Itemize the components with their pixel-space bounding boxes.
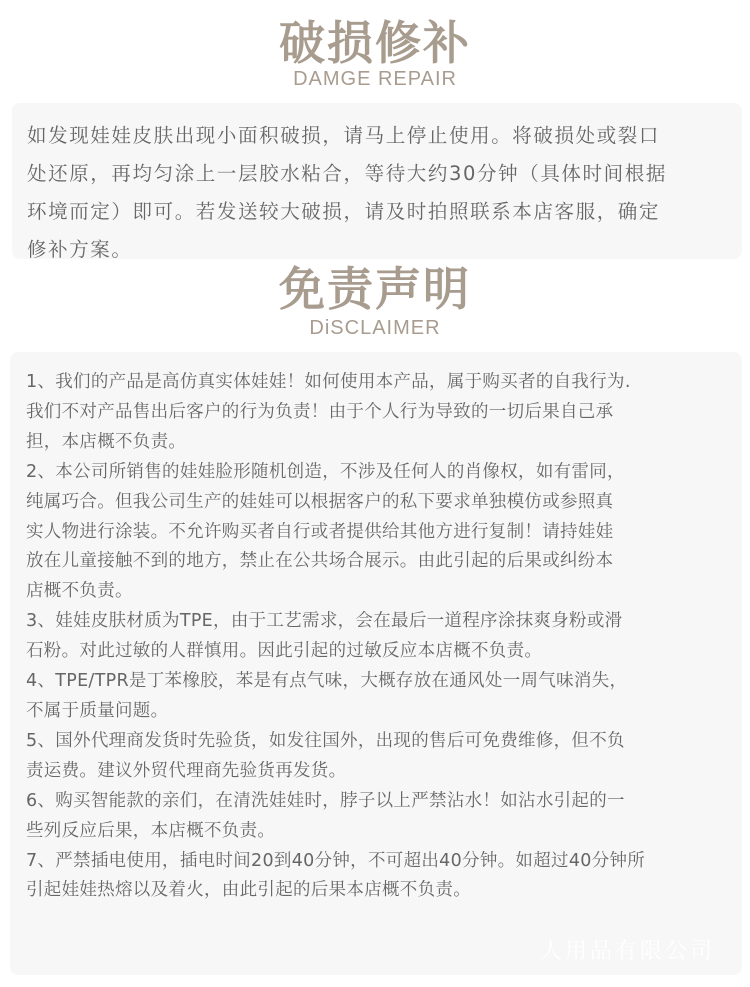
disclaimer-subtitle: DiSCLAIMER (309, 317, 441, 339)
disclaimer-line: 2、本公司所销售的娃娃脸形随机创造，不涉及任何人的肖像权，如有雷同， (26, 461, 625, 482)
watermark: 人用品有限公司 (540, 939, 716, 964)
disclaimer-line: 我们不对产品售出后客户的行为负责！由于个人行为导致的一切后果自己承 (26, 401, 614, 422)
disclaimer-text-box (10, 352, 742, 975)
disclaimer-line: 1、我们的产品是高仿真实体娃娃！如何使用本产品，属于购买者的自我行为. (26, 372, 631, 392)
disclaimer-line: 责运费。建议外贸代理商先验货再发货。 (26, 760, 347, 781)
disclaimer-line: 实人物进行涂装。不允许购买者自行或者提供给其他方进行复制！请持娃娃 (26, 521, 614, 542)
disclaimer-title: 免责声明 (279, 262, 471, 316)
repair-text-box (12, 103, 742, 259)
disclaimer-line: 5、国外代理商发货时先验货，如发往国外，出现的售后可免费维修，但不负 (26, 730, 625, 751)
disclaimer-line: 7、严禁插电使用，插电时间20到40分钟，不可超出40分钟。如超过40分钟所 (26, 850, 646, 871)
disclaimer-line: 些列反应后果，本店概不负责。 (26, 820, 276, 841)
disclaimer-line: 不属于质量问题。 (26, 700, 169, 721)
disclaimer-line: 6、购买智能款的亲们，在清洗娃娃时，脖子以上严禁沾水！如沾水引起的一 (26, 790, 625, 811)
repair-line: 环境而定）即可。若发送较大破损，请及时拍照联系本店客服，确定 (27, 200, 661, 223)
disclaimer-line: 3、娃娃皮肤材质为TPE，由于工艺需求，会在最后一道程序涂抹爽身粉或滑 (26, 611, 623, 632)
disclaimer-line: 放在儿童接触不到的地方，禁止在公共场合展示。由此引起的后果或纠纷本 (26, 551, 614, 572)
repair-title: 破损修补 (279, 16, 471, 70)
disclaimer-line: 担，本店概不负责。 (26, 431, 187, 452)
disclaimer-line: 4、TPE/TPR是丁苯橡胶，苯是有点气味，大概存放在通风处一周气味消失， (26, 671, 628, 692)
repair-subtitle: DAMGE REPAIR (293, 68, 457, 90)
repair-line: 修补方案。 (27, 238, 133, 261)
disclaimer-line: 店概不负责。 (26, 581, 133, 602)
repair-line: 如发现娃娃皮肤出现小面积破损，请马上停止使用。将破损处或裂口 (27, 124, 661, 147)
disclaimer-line: 引起娃娃热熔以及着火，由此引起的后果本店概不负责。 (26, 880, 471, 901)
repair-line: 处还原，再均匀涂上一层胶水粘合，等待大约30分钟（具体时间根据 (27, 162, 667, 185)
disclaimer-line: 纯属巧合。但我公司生产的娃娃可以根据客户的私下要求单独模仿或参照真 (26, 491, 614, 512)
disclaimer-line: 石粉。对此过敏的人群慎用。因此引起的过敏反应本店概不负责。 (26, 641, 543, 662)
